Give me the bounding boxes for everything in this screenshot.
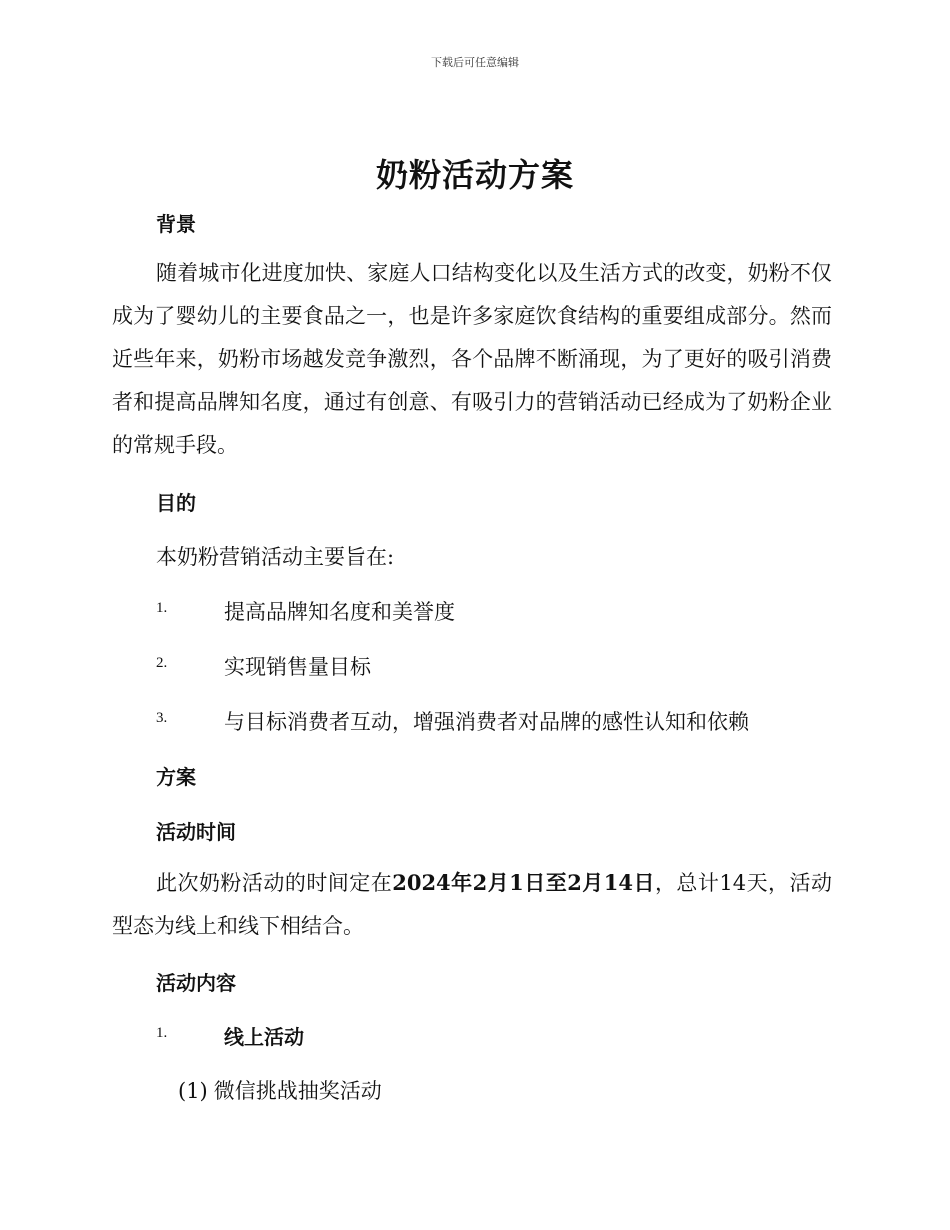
section-heading-plan: 方案: [156, 765, 196, 789]
header-note: 下载后可任意编辑: [431, 56, 519, 69]
sub-item-text: 微信挑战抽奖活动: [213, 1079, 382, 1103]
content-sub-item: [178, 1075, 382, 1105]
time-text-pre: 此次奶粉活动的时间定在: [156, 871, 393, 895]
purpose-intro: 本奶粉营销活动主要旨在:: [156, 545, 395, 569]
list-number: 2.: [156, 655, 168, 671]
list-text: 提高品牌知名度和美誉度: [224, 600, 455, 624]
subsection-heading-content: 活动内容: [156, 971, 236, 995]
date-range: 2024年2月1日至2月14日: [392, 870, 655, 895]
time-paragraph: [112, 861, 832, 948]
section-heading-purpose: 目的: [156, 491, 196, 515]
list-text: 与目标消费者互动，增强消费者对品牌的感性认知和依赖: [224, 710, 749, 734]
list-number: 3.: [156, 710, 168, 726]
sub-item-number: (1): [178, 1079, 208, 1103]
list-text: 实现销售量目标: [224, 655, 371, 679]
list-text: 线上活动: [224, 1025, 304, 1049]
list-number: 1.: [156, 600, 168, 616]
section-heading-background: 背景: [156, 212, 196, 236]
background-paragraph: 随着城市化进度加快、家庭人口结构变化以及生活方式的改变，奶粉不仅成为了婴幼儿的主要食品之一，也是许多家庭饮食结构的重要组成部分。然而近些年来，奶粉市场越发竞争激烈，各个品牌不断涌现，为了更好的吸引消费者和提高品牌知名度，通过有创意、有吸引力的营销活动已经成为了奶粉企业的常规手段。: [112, 261, 832, 457]
list-number: 1.: [156, 1025, 168, 1041]
time-text-post: ，总计14天，活动型态为线上和线下相结合。: [112, 871, 832, 938]
subsection-heading-time: 活动时间: [156, 820, 236, 844]
document-title: 奶粉活动方案: [375, 156, 574, 194]
